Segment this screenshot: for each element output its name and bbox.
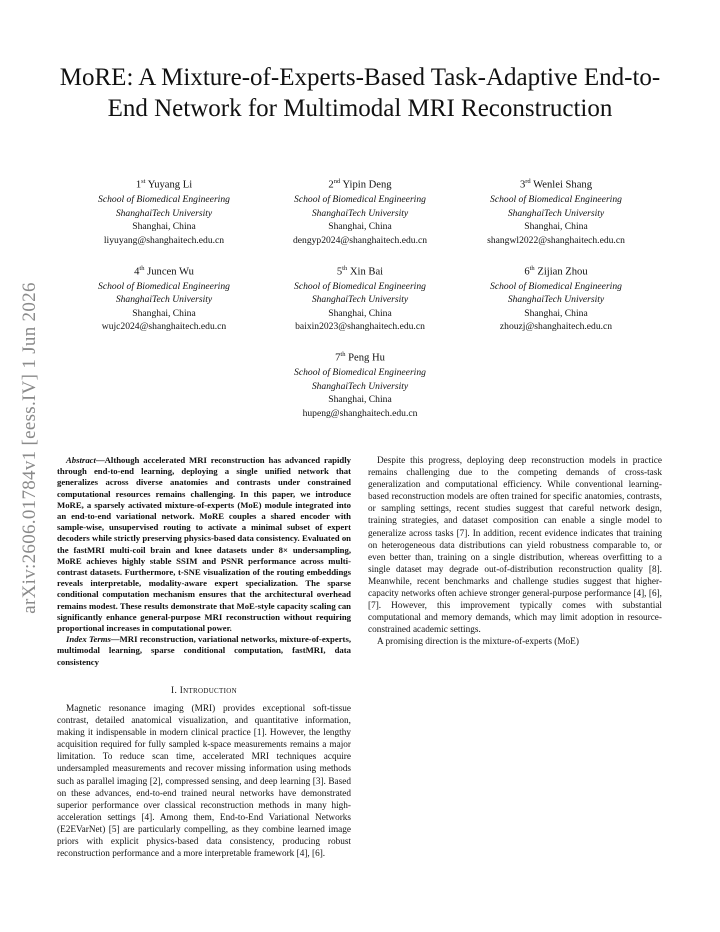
- author-name: 3rd Wenlei Shang: [519, 178, 593, 191]
- author-department: School of Biomedical Engineering: [490, 194, 622, 206]
- author-card: [264, 175, 456, 248]
- author-card: [460, 262, 652, 335]
- author-university: ShanghaiTech University: [507, 207, 605, 219]
- author-location: Shanghai, China: [132, 221, 196, 233]
- author-email: hupeng@shanghaitech.edu.cn: [302, 407, 418, 419]
- intro-paragraph-2: Despite this progress, deploying deep reconstruction models in practice remains challenging due to the competing demands of cross-task generalization and computational efficiency. While conventional learning-based reconstruction models are often trained for specific anatomies, contrasts, or sampling settings, recent studies suggest that careful network design, training strategies, and dataset composition can enable a single model to generalize across tasks [7]. In addition, recent evidence indicates that training on heterogeneous data distributions can yield robustness comparable to, or even better than, training on a single distribution, whereas overfitting to a single dataset may degrade out-of-distribution reconstruction quality [8]. Meanwhile, recent benchmarks and challenge studies suggest that higher-capacity networks often achieve stronger general-purpose performance [4], [6], [7]. However, this improvement typically comes with substantial computational and memory demands, which may limit adoption in resource-constrained academic settings.: [368, 456, 662, 636]
- arxiv-side-stamp: [8, 262, 52, 634]
- author-university: ShanghaiTech University: [311, 294, 409, 306]
- author-department: School of Biomedical Engineering: [294, 194, 426, 206]
- author-location: Shanghai, China: [328, 307, 392, 319]
- author-university: ShanghaiTech University: [115, 207, 213, 219]
- section-heading: I. Introduction: [171, 685, 237, 696]
- index-terms: [57, 634, 351, 668]
- author-department: School of Biomedical Engineering: [294, 280, 426, 292]
- author-location: Shanghai, China: [524, 221, 588, 233]
- arxiv-identifier: arXiv:2606.01784v1 [eess.IV] 1 Jun 2026: [19, 282, 40, 614]
- author-email: baixin2023@shanghaitech.edu.cn: [295, 321, 425, 333]
- author-card: [264, 262, 456, 335]
- paper-title: MoRE: A Mixture-of-Experts-Based Task-Adaptive End-to-End Network for Multimodal MRI Reconstruction: [59, 64, 661, 122]
- author-department: School of Biomedical Engineering: [294, 367, 426, 379]
- index-terms-label: Index Terms: [66, 634, 111, 645]
- author-department: School of Biomedical Engineering: [98, 194, 230, 206]
- author-card: [264, 348, 456, 421]
- index-terms-text: —MRI reconstruction, variational networks, mixture-of-experts, multimodal learning, sparse conditional computation, fastMRI, data consistency: [57, 634, 352, 667]
- author-row-1: [68, 175, 652, 248]
- author-card: [460, 175, 652, 248]
- author-name: 2nd Yipin Deng: [328, 178, 392, 191]
- author-name: 4th Juncen Wu: [134, 264, 194, 278]
- author-email: wujc2024@shanghaitech.edu.cn: [101, 321, 227, 333]
- author-university: ShanghaiTech University: [507, 294, 605, 306]
- author-card: [68, 175, 260, 248]
- author-name: 7th Peng Hu: [335, 351, 385, 364]
- right-column: [368, 455, 662, 649]
- author-name: 6th Zijian Zhou: [524, 264, 588, 278]
- abstract-label: Abstract: [66, 455, 96, 465]
- author-department: School of Biomedical Engineering: [98, 280, 230, 292]
- author-location: Shanghai, China: [328, 394, 392, 406]
- author-email: shangwl2022@shanghaitech.edu.cn: [487, 234, 625, 246]
- author-location: Shanghai, China: [132, 307, 196, 319]
- intro-paragraph-3: A promising direction is the mixture-of-experts (MoE): [377, 637, 579, 648]
- abstract: [57, 455, 351, 634]
- author-university: ShanghaiTech University: [311, 207, 409, 219]
- author-card: [68, 262, 260, 335]
- intro-paragraph-1: Magnetic resonance imaging (MRI) provides exceptional soft-tissue contrast, detailed anatomical visualization, and quantitative information, making it indispensable in modern clinical practice [1]. However, the lengthy acquisition required for fully sampled k-space measurements remains a major limitation. To reduce scan time, accelerated MRI techniques acquire undersampled measurements and recover missing information using methods such as parallel imaging [2], compressed sensing, and deep learning [3]. Based on these advances, end-to-end trained neural networks have demonstrated superior performance over classical reconstruction methods in many high-acceleration settings [4]. Among them, End-to-End Variational Networks (E2EVarNet) [5] are particularly compelling, as they combine learned image priors with explicit physics-based data consistency, producing robust reconstruction performance and a more interpretable framework [4], [6].: [57, 703, 351, 860]
- left-column: [57, 455, 351, 860]
- author-name: 1st Yuyang Li: [135, 178, 193, 191]
- author-row-3: [68, 348, 652, 421]
- author-row-2: [68, 262, 652, 335]
- author-department: School of Biomedical Engineering: [490, 280, 622, 292]
- author-location: Shanghai, China: [524, 307, 588, 319]
- author-university: ShanghaiTech University: [311, 380, 409, 392]
- author-email: zhouzj@shanghaitech.edu.cn: [499, 321, 613, 333]
- author-name: 5th Xin Bai: [336, 264, 384, 278]
- author-location: Shanghai, China: [328, 221, 392, 233]
- author-email: liyuyang@shanghaitech.edu.cn: [103, 234, 225, 246]
- abstract-text: —Although accelerated MRI reconstruction has advanced rapidly through end-to-end learning, deploying a single unified network that generalizes across diverse anatomies and contrasts under constrained computational resources remains challenging. In this paper, we introduce MoRE, a sparsely activated mixture-of-experts (MoE) module integrated into an end-to-end variational network. MoRE couples a shared encoder with sample-wise, unsupervised routing to activate a minimal subset of expert decoders while strictly preserving physics-based data consistency. Evaluated on the fastMRI multi-coil brain and knee datasets under 8× undersampling, MoRE achieves highly stable SSIM and PSNR performance across multi-contrast datasets. Furthermore, t-SNE visualization of the routing embeddings reveals interpretable, modality-aware expert specialization. The sparse conditional computation mechanism ensures that the architectural overhead remains modest. These results demonstrate that MoE-style capacity scaling can significantly enhance general-purpose MRI reconstruction without requiring proportional increases in computational power.: [57, 455, 351, 634]
- author-block: [68, 175, 652, 435]
- author-email: dengyp2024@shanghaitech.edu.cn: [292, 234, 428, 246]
- author-university: ShanghaiTech University: [115, 294, 213, 306]
